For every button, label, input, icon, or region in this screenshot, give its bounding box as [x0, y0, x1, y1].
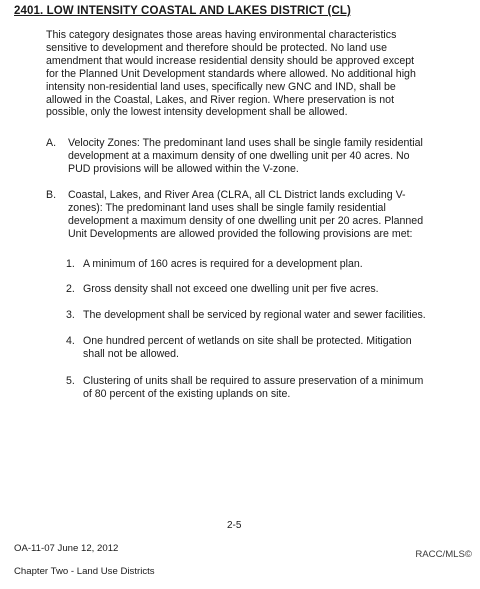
footer-chapter-line: Chapter Two - Land Use Districts — [14, 565, 155, 577]
list-letter: B. — [46, 189, 57, 201]
provision-text: A minimum of 160 acres is required for a development plan. — [83, 258, 363, 270]
provision-text: One hundred percent of wetlands on site shall be protected. Mitigation shall not be allowed. — [83, 335, 412, 360]
footer — [14, 531, 155, 589]
provision-text: Gross density shall not exceed one dwelling unit per five acres. — [83, 283, 379, 295]
list-item-text: Coastal, Lakes, and River Area (CLRA, all CL District lands excluding V- zones): The predominant land uses shall be single family residential development a maximum density of one dwelling unit per 20 acres. Planned Unit Developments are allowed provided the following provisions are met: — [68, 189, 424, 240]
provision-text: The development shall be serviced by regional water and sewer facilities. — [83, 309, 426, 321]
provision-number: 1. — [66, 258, 75, 270]
provision-text: Clustering of units shall be required to assure preservation of a minimum of 80 percent of the existing uplands on site. — [83, 375, 424, 400]
footer-date-line: OA-11-07 June 12, 2012 — [14, 542, 119, 554]
list-item-text: Velocity Zones: The predominant land uses shall be single family residential development at a maximum density of one dwelling unit per 40 acres. No PUD provisions will be allowed within the V-zone. — [68, 137, 423, 175]
page-number: 2-5 — [227, 520, 242, 531]
provision-number: 3. — [66, 309, 75, 321]
section-heading: 2401. LOW INTENSITY COASTAL AND LAKES DISTRICT (CL) — [14, 5, 351, 17]
provision-number: 2. — [66, 283, 75, 295]
list-letter: A. — [46, 137, 57, 149]
intro-paragraph: This category designates those areas having environmental characteristics sensitive to development and therefore should be protected. No land use amendment that would increase residential density should be approved except for the Planned Unit Development standards where allowed. No additional high intensity non-residential land uses, specifically new GNC and IND, shall be allowed in the Coastal, Lakes, and River region. Where preservation is not possible, only the lowest intensity development shall be allowed. — [46, 29, 416, 119]
watermark: RACC/MLS© — [415, 549, 472, 560]
provision-number: 5. — [66, 375, 75, 387]
provision-number: 4. — [66, 335, 75, 347]
